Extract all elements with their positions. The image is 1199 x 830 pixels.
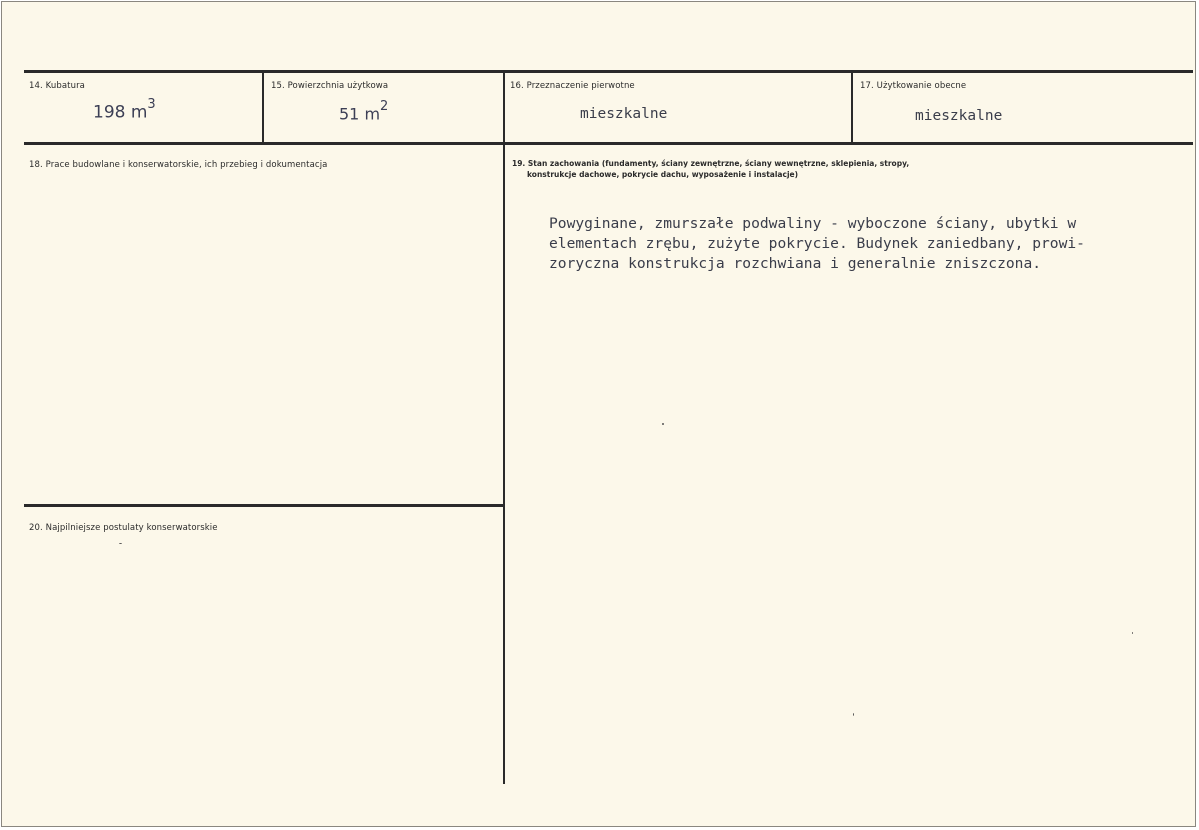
field-14-label: 14. Kubatura [29,81,85,91]
field-17-label: 17. Użytkowanie obecne [860,81,967,91]
row1-bottom-rule [24,142,1193,145]
field-19-label-line-1: 19. Stan zachowania (fundamenty, ściany zewnętrzne, ściany wewnętrzne, sklepienia, stropy, [512,159,910,168]
col-divider-15-16 [503,72,505,144]
section-divider-rule [24,504,504,507]
field-19-description [549,214,1161,274]
field-18-label: 18. Prace budowlane i konserwatorskie, ich przebieg i dokumentacja [29,160,328,170]
paper-speck [662,423,664,425]
col-divider-14-15 [262,72,264,144]
record-card [1,1,1196,827]
main-column-divider [503,144,505,784]
field-19-description-line-3: zoryczna konstrukcja rozchwiana i generalnie zniszczona. [549,255,1042,272]
field-19-label-line-2: konstrukcje dachowe, pokrycie dachu, wyposażenie i instalacje) [527,170,799,179]
field-15-label: 15. Powierzchnia użytkowa [271,81,389,91]
field-19-description-line-1: Powyginane, zmurszałe podwaliny - wyboczone ściany, ubytki w [549,215,1077,232]
top-rule [24,70,1193,73]
field-19-label [512,158,909,180]
field-16-label: 16. Przeznaczenie pierwotne [510,81,635,91]
field-20-label: 20. Najpilniejsze postulaty konserwatorskie [29,523,218,533]
field-14-value [93,97,156,123]
field-15-value [339,99,389,124]
field-15-value-text: 51 m [339,104,381,124]
field-14-value-exponent: 3 [147,97,156,112]
col-divider-16-17 [851,72,853,144]
field-14-value-text: 198 m [93,102,148,123]
field-15-value-exponent: 2 [380,99,389,114]
field-19-description-line-2: elementach zrębu, zużyte pokrycie. Budynek zaniedbany, prowi- [549,235,1085,252]
paper-speck [1132,632,1133,634]
field-16-value: mieszkalne [580,106,668,122]
field-17-value: mieszkalne [915,108,1003,124]
paper-speck [853,713,854,716]
paper-speck [119,543,122,544]
